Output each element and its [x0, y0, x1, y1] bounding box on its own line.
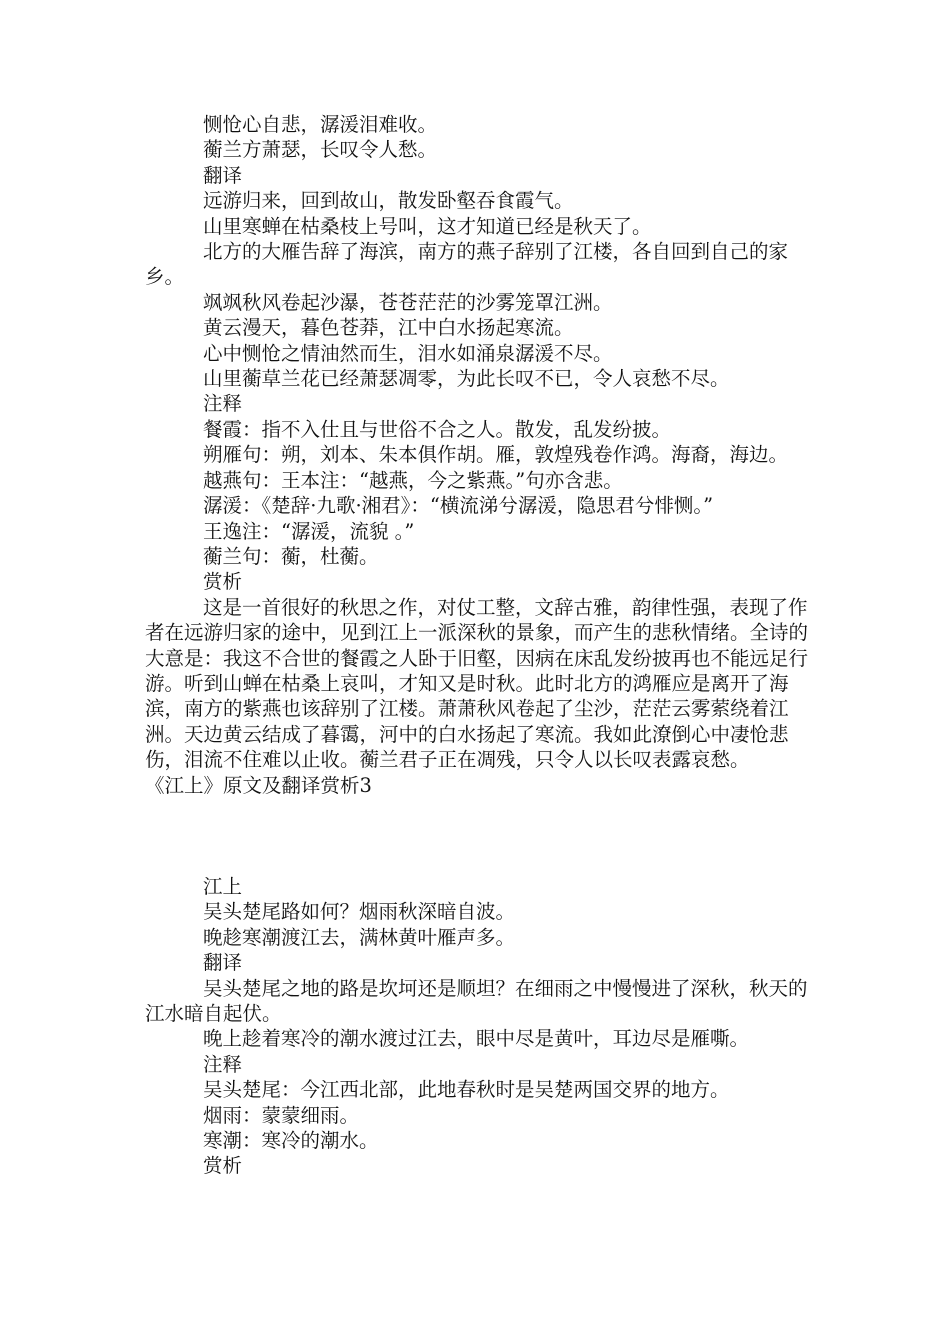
- note-line: 王逸注：“潺湲，流貌 。”: [203, 519, 415, 543]
- section-gap: [145, 798, 815, 874]
- poem-line: 恻怆心自悲，潺湲泪难收。: [203, 113, 438, 136]
- heading-translation: 翻译: [203, 163, 243, 187]
- translation-line: 北方的大雁告辞了海滨，南方的燕子辞别了江楼，各自回到自己的家乡。: [145, 240, 789, 289]
- heading-appreciation: 赏析: [203, 1154, 243, 1178]
- note-line: 餐霞：指不入仕且与世俗不合之人。散发，乱发纷披。: [203, 417, 672, 441]
- poem-line: 晚趁寒潮渡江去，满林黄叶雁声多。: [203, 925, 516, 949]
- note-line: 越燕句：王本注：“越燕，今之紫燕。”句亦含悲。: [203, 468, 623, 492]
- note-line: 烟雨：蒙蒙细雨。: [203, 1103, 360, 1127]
- appreciation-paragraph: 这是一首很好的秋思之作，对仗工整，文辞古雅，韵律性强，表现了作者在远游归家的途中，见到江上一派深秋的景象，而产生的悲秋情绪。全诗的大意是：我这不合世的餐霞之人卧于旧壑，因病在床乱发纷披再也不能远足行游。听到山蝉在枯桑上哀叫，才知又是时秋。此时北方的鸿雁应是离开了海滨，南方的紫燕也该辞别了江楼。萧萧秋风卷起了尘沙，茫茫云雾萦绕着江洲。天边黄云结成了暮霭，河中的白水扬起了寒流。我如此潦倒心中凄怆悲伤，泪流不住难以止收。蘅兰君子正在凋残，只令人以长叹表露哀愁。: [145, 595, 809, 772]
- translation-line: 黄云漫天，暮色苍莽，江中白水扬起寒流。: [203, 316, 574, 340]
- poem-title: 江上: [203, 874, 243, 898]
- heading-translation: 翻译: [203, 951, 243, 975]
- heading-appreciation: 赏析: [203, 570, 243, 594]
- translation-line: 山里蘅草兰花已经萧瑟凋零，为此长叹不已，令人哀愁不尽。: [203, 367, 730, 391]
- note-line: 朔雁句：朔，刘本、朱本俱作胡。雁，敦煌残卷作鸿。海裔，海边。: [203, 443, 789, 467]
- poem-line: 蘅兰方萧瑟，长叹令人愁。: [203, 138, 438, 162]
- note-line: 蘅兰句：蘅，杜蘅。: [203, 544, 379, 568]
- heading-notes: 注释: [203, 1052, 243, 1076]
- note-line: 寒潮：寒冷的潮水。: [203, 1129, 379, 1153]
- translation-line: 心中恻怆之情油然而生，泪水如涌泉潺湲不尽。: [203, 341, 613, 365]
- translation-line: 飒飒秋风卷起沙瀑，苍苍茫茫的沙雾笼罩江洲。: [203, 290, 613, 314]
- poem-line: 吴头楚尾路如何？烟雨秋深暗自波。: [203, 900, 516, 924]
- note-line: 潺湲：《楚辞·九歌·湘君》：“横流涕兮潺湲，隐思君兮悱恻。”: [203, 494, 714, 518]
- translation-line: 山里寒蝉在枯桑枝上号叫，这才知道已经是秋天了。: [203, 214, 652, 238]
- document-page: [145, 112, 815, 1179]
- note-line: 吴头楚尾：今江西北部，此地春秋时是吴楚两国交界的地方。: [203, 1078, 730, 1102]
- translation-line: 吴头楚尾之地的路是坎坷还是顺坦？在细雨之中慢慢进了深秋，秋天的江水暗自起伏。: [145, 976, 808, 1025]
- section-title: 《江上》原文及翻译赏析3: [145, 773, 372, 797]
- heading-notes: 注释: [203, 392, 243, 416]
- translation-line: 晚上趁着寒冷的潮水渡过江去，眼中尽是黄叶，耳边尽是雁嘶。: [203, 1027, 750, 1051]
- translation-line: 远游归来，回到故山，散发卧壑吞食霞气。: [203, 189, 574, 213]
